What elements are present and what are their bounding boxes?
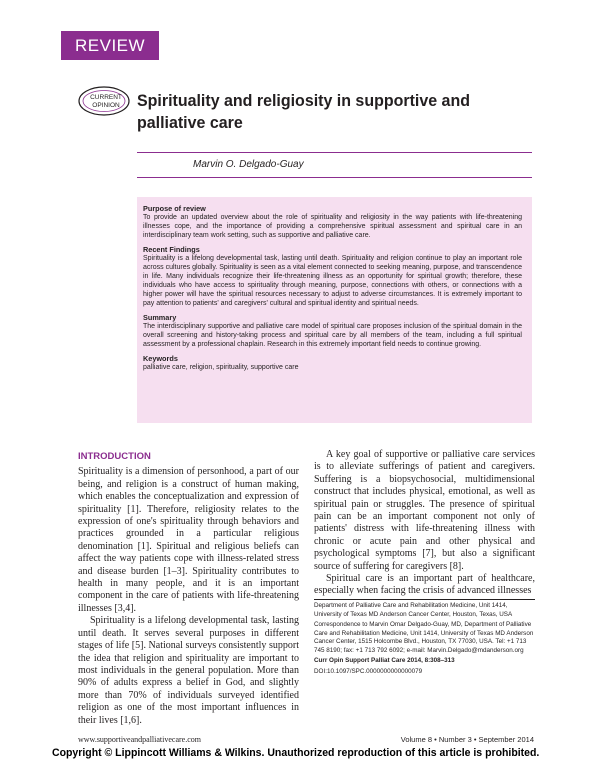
correspondence: Correspondence to Marvin Omar Delgado-Guay, MD, Department of Palliative Care and Rehabilitation Medicine, Unit 1414, University of Texas MD Anderson Cancer Center, 1515 Holcombe Blvd., Houston, TX 77030, USA. Tel: +1 713 745 8190; fax: +1 713 792 6092; e-mail: Marvin.Delgado@mdanderson.org: [314, 621, 534, 654]
footnote-rule: [314, 599, 535, 600]
left-paragraph-2: Spirituality is a lifelong developmental task, lasting until death. It serves several purposes in different stages of life [5]. National surveys consistently support the idea that religion and spirituality are important to most individuals in the general population. More than 90% of adults express a belief in God, and slightly more than 70% of individuals surveyed identified religion as one of the most important influences in their lives [1,6].: [78, 615, 299, 726]
findings-text: Spirituality is a lifelong developmental task, lasting until death. Spirituality and religion continue to play an important role across cultures globally. Spirituality is seen as a vital element connected to seeking meaning, purpose, and transcendence in life. Many individuals recognize their life-threatening illness as an opportunity for spiritual growth; therefore, these individuals who have access to spirituality through meaning, purpose, connections with others, or connections with a higher power will have the spiritual resources necessary to adjust to adverse circumstances. It is extremely important to pay attention to patients' and caregivers' cultural and spiritual identity and spiritual needs.: [143, 255, 522, 307]
title-rule: [137, 152, 532, 153]
affiliation: Department of Palliative Care and Rehabilitation Medicine, Unit 1414, University of Texas MD Anderson Cancer Center, Houston, Texas, USA: [314, 602, 513, 618]
left-paragraph-1: Spirituality is a dimension of personhood, a part of our being, and religion is a construct of human making, which enables the conceptualization and expression of spirituality [1]. Therefore, religiosity relates to the expression of one's spirituality through behaviors and practices grounded in a particular religious denomination [1]. Spiritual and religious beliefs can affect the way patients cope with illness-related stress and disease burden [1–3]. Spirituality contributes to health in many people, and it is an important component in the care of patients with life-threatening illnesses [3,4].: [78, 466, 299, 614]
right-paragraph-2: Spiritual care is an important part of healthcare, especially when facing the crisis of advanced illnesses: [314, 573, 535, 597]
author-rule: [137, 177, 532, 178]
review-tab: REVIEW: [61, 31, 159, 60]
summary-text: The interdisciplinary supportive and palliative care model of spiritual care proposes inclusion of the spiritual domain in the overall screening and history-taking process and spiritual care by all members of the team, including a full spiritual assessment by a professional chaplain. Research in this extremely important field needs to continue growing.: [143, 323, 522, 348]
left-column: [78, 451, 299, 727]
right-column: [314, 449, 535, 598]
introduction-heading: INTRODUCTION: [78, 451, 151, 462]
copyright-notice: Copyright © Lippincott Williams & Wilkins. Unauthorized reproduction of this article is prohibited.: [52, 747, 540, 759]
logo-line2: OPINION: [92, 102, 120, 109]
summary-heading: Summary: [143, 313, 177, 322]
website-link[interactable]: www.supportiveandpalliativecare.com: [78, 735, 201, 744]
current-opinion-logo: [77, 85, 131, 117]
issue-info: Volume 8 • Number 3 • September 2014: [400, 735, 534, 744]
findings-heading: Recent Findings: [143, 245, 200, 254]
article-title: Spirituality and religiosity in supportive and palliative care: [137, 91, 470, 132]
abstract-box: [137, 197, 532, 423]
right-paragraph-1: A key goal of supportive or palliative care services is to alleviate sufferings of patient and caregivers. Suffering is a biopsychosocial, multidimensional construct that includes physical, emotional, as well as spiritual pain or struggles. The presence of spiritual pain can be an important component not only of patients' distress with life-threatening illness with chronic or acute pain and other physical and psychological symptoms [7], but also a significant source of suffering for caregivers [8].: [314, 449, 535, 572]
keywords-heading: Keywords: [143, 354, 178, 363]
purpose-text: To provide an updated overview about the role of spirituality and religiosity in the way patients with life-threatening illnesses cope, and the importance of providing a comprehensive spiritual assessment and spiritual care in an interdisciplinary team work setting, such as supportive and palliative care.: [143, 214, 522, 239]
doi: DOI:10.1097/SPC.0000000000000079: [314, 667, 423, 675]
purpose-heading: Purpose of review: [143, 204, 206, 213]
keywords-text: palliative care, religion, spirituality, supportive care: [143, 364, 299, 371]
logo-line1: CURRENT: [90, 94, 122, 101]
journal-citation: Curr Opin Support Palliat Care 2014, 8:308–313: [314, 657, 455, 664]
author-name: Marvin O. Delgado-Guay: [193, 159, 304, 170]
footnote-block: [314, 602, 535, 678]
